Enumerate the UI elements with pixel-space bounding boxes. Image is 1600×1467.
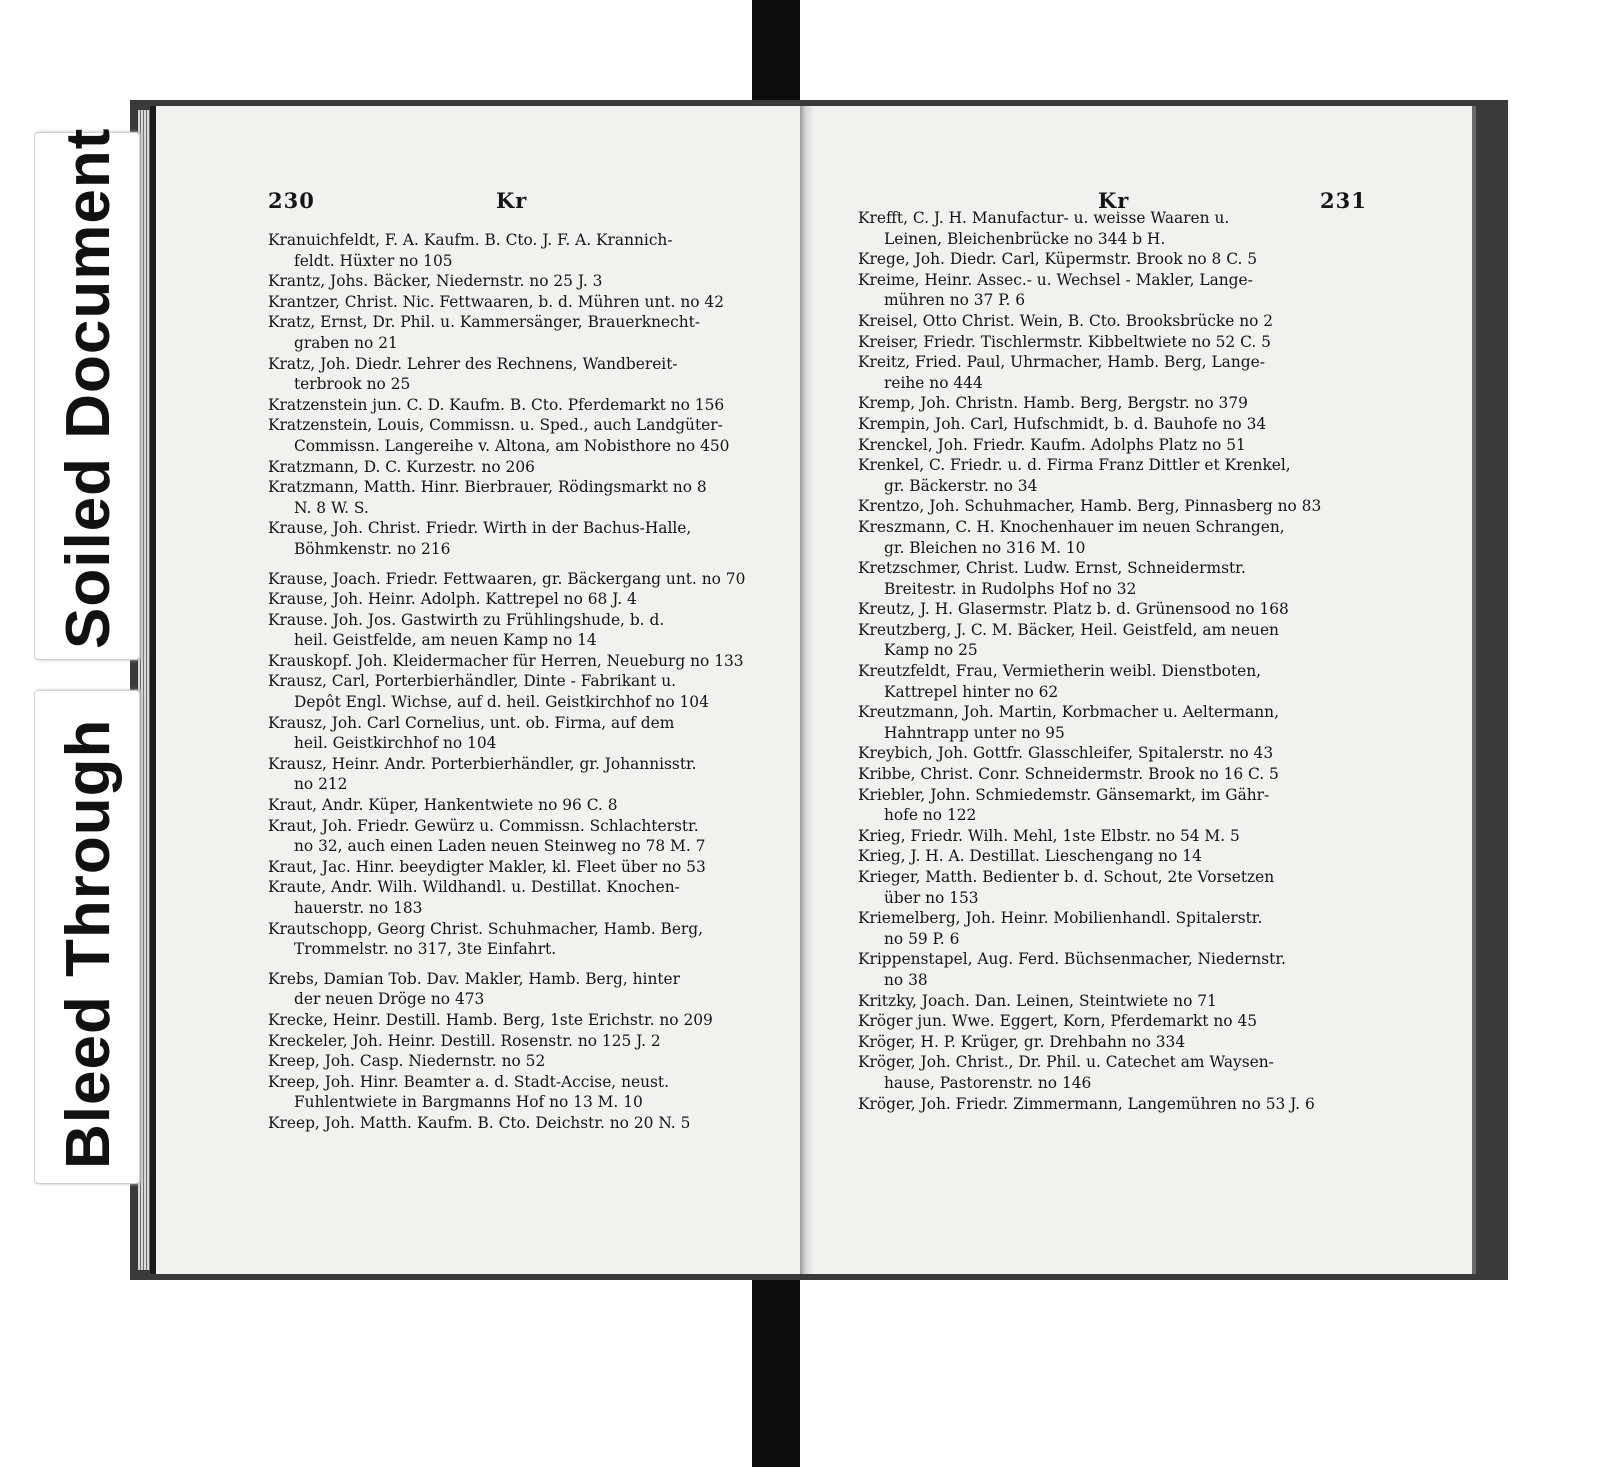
directory-entry [858,620,1438,661]
directory-entry [858,249,1438,270]
entry-text: Kreszmann, C. H. Knochenhauer im neuen Schrangen, [858,517,1285,536]
directory-entry [858,661,1438,702]
soiled-document-tab [34,127,140,660]
entry-text: Kratz, Joh. Diedr. Lehrer des Rechnens, Wandbereit- [268,354,678,373]
directory-entry [858,1011,1438,1032]
directory-entry [268,1072,788,1113]
directory-entry [858,332,1438,353]
entry-text: Krause, Joh. Heinr. Adolph. Kattrepel no 68 J. 4 [268,590,637,609]
directory-entry [268,589,788,610]
directory-entry [268,1031,788,1052]
directory-entry [858,393,1438,414]
entry-text: Krentzo, Joh. Schuhmacher, Hamb. Berg, Pinnasberg no 83 [858,497,1322,516]
entry-text: Krecke, Heinr. Destill. Hamb. Berg, 1ste Erichstr. no 209 [268,1010,713,1029]
bleed-through-tab [34,690,140,1184]
entry-continuation: reihe no 444 [884,373,983,392]
entry-continuation: mühren no 37 P. 6 [884,291,1026,310]
entry-continuation: Kattrepel hinter no 62 [884,682,1059,701]
entry-continuation: Commissn. Langereihe v. Altona, am Nobisthore no 450 [294,436,730,455]
entry-continuation: no 59 P. 6 [884,929,960,948]
running-head: Kr [496,188,528,213]
directory-entry [858,991,1438,1012]
entry-text: Kriebler, John. Schmiedemstr. Gänsemarkt, im Gähr- [858,785,1270,804]
directory-entry [858,414,1438,435]
tab-label: Soiled Document [54,127,123,649]
entry-text: Krenckel, Joh. Friedr. Kaufm. Adolphs Platz no 51 [858,435,1246,454]
left-page [150,106,814,1274]
entry-text: Kreisel, Otto Christ. Wein, B. Cto. Brooksbrücke no 2 [858,311,1274,330]
entry-text: Kraut, Andr. Küper, Hankentwiete no 96 C. 8 [268,796,618,815]
entry-text: Krefft, C. J. H. Manufactur- u. weisse Waaren u. [858,209,1230,227]
directory-entry [858,1094,1438,1115]
entry-continuation: Trommelstr. no 317, 3te Einfahrt. [294,940,557,959]
entry-continuation: Böhmkenstr. no 216 [294,539,451,558]
entry-text: Kritzky, Joach. Dan. Leinen, Steintwiete no 71 [858,991,1217,1010]
entry-text: Kreiser, Friedr. Tischlermstr. Kibbeltwiete no 52 C. 5 [858,332,1271,351]
entry-text: Kröger, Joh. Friedr. Zimmermann, Langemühren no 53 J. 6 [858,1094,1315,1113]
entry-continuation: Fuhlentwiete in Bargmanns Hof no 13 M. 10 [294,1093,643,1112]
entry-continuation: gr. Bleichen no 316 M. 10 [884,538,1086,557]
entry-text: Krege, Joh. Diedr. Carl, Küpermstr. Brook no 8 C. 5 [858,250,1258,269]
entry-text: Krieg, Friedr. Wilh. Mehl, 1ste Elbstr. no 54 M. 5 [858,826,1240,845]
directory-entry [858,826,1438,847]
entry-continuation: N. 8 W. S. [294,498,369,517]
directory-entry [858,558,1438,599]
directory-entry [858,1032,1438,1053]
entry-text: Kratzenstein jun. C. D. Kaufm. B. Cto. Pferdemarkt no 156 [268,395,725,414]
entry-continuation: gr. Bäckerstr. no 34 [884,476,1038,495]
entry-text: Kreime, Heinr. Assec.- u. Wechsel - Makler, Lange- [858,270,1253,289]
entry-text: Kranuichfeldt, F. A. Kaufm. B. Cto. J. F. A. Krannich- [268,231,673,249]
page-number: 231 [1320,188,1367,213]
entry-continuation: hofe no 122 [884,806,977,825]
entry-text: Kratzmann, D. C. Kurzestr. no 206 [268,457,535,476]
entry-text: Kreckeler, Joh. Heinr. Destill. Rosenstr. no 125 J. 2 [268,1031,661,1050]
directory-entry [268,610,788,651]
entry-text: Kraut, Jac. Hinr. beeydigter Makler, kl. Fleet über no 53 [268,857,706,876]
directory-entry [268,457,788,478]
directory-entry [268,1051,788,1072]
directory-entry [268,651,788,672]
entry-text: Kreutzfeldt, Frau, Vermietherin weibl. Dienstboten, [858,662,1262,681]
entry-text: Krause, Joh. Christ. Friedr. Wirth in der Bachus-Halle, [268,519,692,538]
entry-text: Kriemelberg, Joh. Heinr. Mobilienhandl. Spitalerstr. [858,909,1263,928]
directory-entry [858,270,1438,311]
directory-entry [858,435,1438,456]
entry-continuation: heil. Geistfelde, am neuen Kamp no 14 [294,631,597,650]
entry-text: Kratzmann, Matth. Hinr. Bierbrauer, Rödingsmarkt no 8 [268,478,707,497]
entry-text: Krieger, Matth. Bedienter b. d. Schout, 2te Vorsetzen [858,868,1275,886]
directory-entry [268,271,788,292]
directory-entry [858,785,1438,826]
entry-text: Krauskopf. Joh. Kleidermacher für Herren, Neueburg no 133 [268,651,744,670]
entry-continuation: heil. Geistkirchhof no 104 [294,734,497,753]
directory-entry [268,671,788,712]
entry-text: Kreep, Joh. Casp. Niedernstr. no 52 [268,1052,546,1071]
directory-entry [858,496,1438,517]
entry-continuation: Breitestr. in Rudolphs Hof no 32 [884,579,1137,598]
directory-entry [268,877,788,918]
entry-text: Krausz, Heinr. Andr. Porterbierhändler, gr. Johannisstr. [268,754,697,773]
directory-entry [268,1113,788,1134]
entry-continuation: Depôt Engl. Wichse, auf d. heil. Geistkirchhof no 104 [294,693,709,712]
entry-text: Krausz, Joh. Carl Cornelius, unt. ob. Firma, auf dem [268,713,675,732]
tab-label: Bleed Through [54,718,123,1169]
right-page [808,106,1476,1274]
directory-entry [858,908,1438,949]
book-gutter [800,106,814,1274]
entry-text: Krantzer, Christ. Nic. Fettwaaren, b. d. Mühren unt. no 42 [268,292,724,311]
directory-entry [268,292,788,313]
entry-text: Kreep, Joh. Hinr. Beamter a. d. Stadt-Accise, neust. [268,1072,669,1091]
entry-continuation: Leinen, Bleichenbrücke no 344 b H. [884,229,1166,248]
entry-text: Kraut, Joh. Friedr. Gewürz u. Commissn. Schlachterstr. [268,816,699,835]
directory-entry [858,867,1438,908]
directory-entry [268,795,788,816]
directory-entry [858,311,1438,332]
directory-entry [268,312,788,353]
entry-text: Kremp, Joh. Christn. Hamb. Berg, Bergstr. no 379 [858,394,1248,413]
page-number: 230 [268,188,315,213]
directory-entry [858,846,1438,867]
entry-continuation: no 212 [294,775,348,794]
entry-continuation: feldt. Hüxter no 105 [294,251,453,270]
entry-text: Kratzenstein, Louis, Commissn. u. Sped., auch Landgüter- [268,416,723,435]
entry-text: Krempin, Joh. Carl, Hufschmidt, b. d. Bauhofe no 34 [858,414,1267,433]
entry-continuation: der neuen Dröge no 473 [294,990,485,1009]
directory-entry [268,857,788,878]
entry-text: Kreitz, Fried. Paul, Uhrmacher, Hamb. Berg, Lange- [858,353,1265,372]
entry-text: Kreep, Joh. Matth. Kaufm. B. Cto. Deichstr. no 20 N. 5 [268,1113,691,1132]
directory-entry [858,702,1438,743]
directory-entry [268,1010,788,1031]
entry-text: Krantz, Johs. Bäcker, Niedernstr. no 25 J. 3 [268,272,603,291]
entry-continuation: no 38 [884,970,928,989]
entry-continuation: terbrook no 25 [294,375,411,394]
entry-continuation: hauerstr. no 183 [294,899,423,917]
entry-continuation: graben no 21 [294,333,398,352]
directory-entry [268,816,788,857]
entry-text: Kraute, Andr. Wilh. Wildhandl. u. Destillat. Knochen- [268,878,680,897]
running-head: Kr [1098,188,1130,213]
entry-text: Kröger, Joh. Christ., Dr. Phil. u. Catechet am Waysen- [858,1053,1274,1072]
directory-entry [268,713,788,754]
entry-text: Krause, Joach. Friedr. Fettwaaren, gr. Bäckergang unt. no 70 [268,569,746,588]
directory-entry [858,949,1438,990]
entry-continuation: über no 153 [884,888,979,907]
directory-entry [858,455,1438,496]
directory-entry [268,230,788,271]
entry-text: Krieg, J. H. A. Destillat. Lieschengang no 14 [858,847,1202,866]
directory-entry [858,208,1438,249]
entry-text: Kribbe, Christ. Conr. Schneidermstr. Brook no 16 C. 5 [858,765,1279,784]
entry-text: Krippenstapel, Aug. Ferd. Büchsenmacher, Niedernstr. [858,950,1286,969]
directory-entry [858,352,1438,393]
directory-entry [268,415,788,456]
entry-text: Kretzschmer, Christ. Ludw. Ernst, Schneidermstr. [858,559,1246,578]
directory-entry [858,599,1438,620]
directory-entry [858,743,1438,764]
entry-text: Kröger jun. Wwe. Eggert, Korn, Pferdemarkt no 45 [858,1012,1258,1031]
entry-continuation: Kamp no 25 [884,641,978,660]
entry-continuation: hause, Pastorenstr. no 146 [884,1073,1092,1092]
entry-continuation: Hahntrapp unter no 95 [884,723,1065,742]
entry-text: Kreutzberg, J. C. M. Bäcker, Heil. Geistfeld, am neuen [858,620,1279,639]
directory-entry [268,569,788,590]
directory-entry [268,919,788,960]
entry-text: Kreybich, Joh. Gottfr. Glasschleifer, Spitalerstr. no 43 [858,744,1274,763]
directory-entries [858,208,1438,1114]
entry-text: Krebs, Damian Tob. Dav. Makler, Hamb. Berg, hinter [268,969,681,988]
directory-entry [858,764,1438,785]
entry-text: Kreutzmann, Joh. Martin, Korbmacher u. Aeltermann, [858,703,1279,722]
entry-text: Kreutz, J. H. Glasermstr. Platz b. d. Grünensood no 168 [858,600,1289,619]
directory-entry [268,969,788,1010]
directory-entry [268,477,788,518]
entry-text: Krausz, Carl, Porterbierhändler, Dinte - Fabrikant u. [268,672,677,691]
directory-entry [268,395,788,416]
directory-entry [858,517,1438,558]
entry-text: Krautschopp, Georg Christ. Schuhmacher, Hamb. Berg, [268,919,704,938]
directory-entry [858,1052,1438,1093]
entry-text: Krause. Joh. Jos. Gastwirth zu Frühlingshude, b. d. [268,610,665,629]
entry-text: Kratz, Ernst, Dr. Phil. u. Kammersänger, Brauerknecht- [268,313,701,332]
directory-entry [268,754,788,795]
directory-entry [268,354,788,395]
entry-text: Krenkel, C. Friedr. u. d. Firma Franz Dittler et Krenkel, [858,456,1291,475]
entry-text: Kröger, H. P. Krüger, gr. Drehbahn no 334 [858,1032,1186,1051]
directory-entry [268,518,788,559]
entry-continuation: no 32, auch einen Laden neuen Steinweg no 78 M. 7 [294,837,706,856]
directory-entries [268,230,788,1134]
